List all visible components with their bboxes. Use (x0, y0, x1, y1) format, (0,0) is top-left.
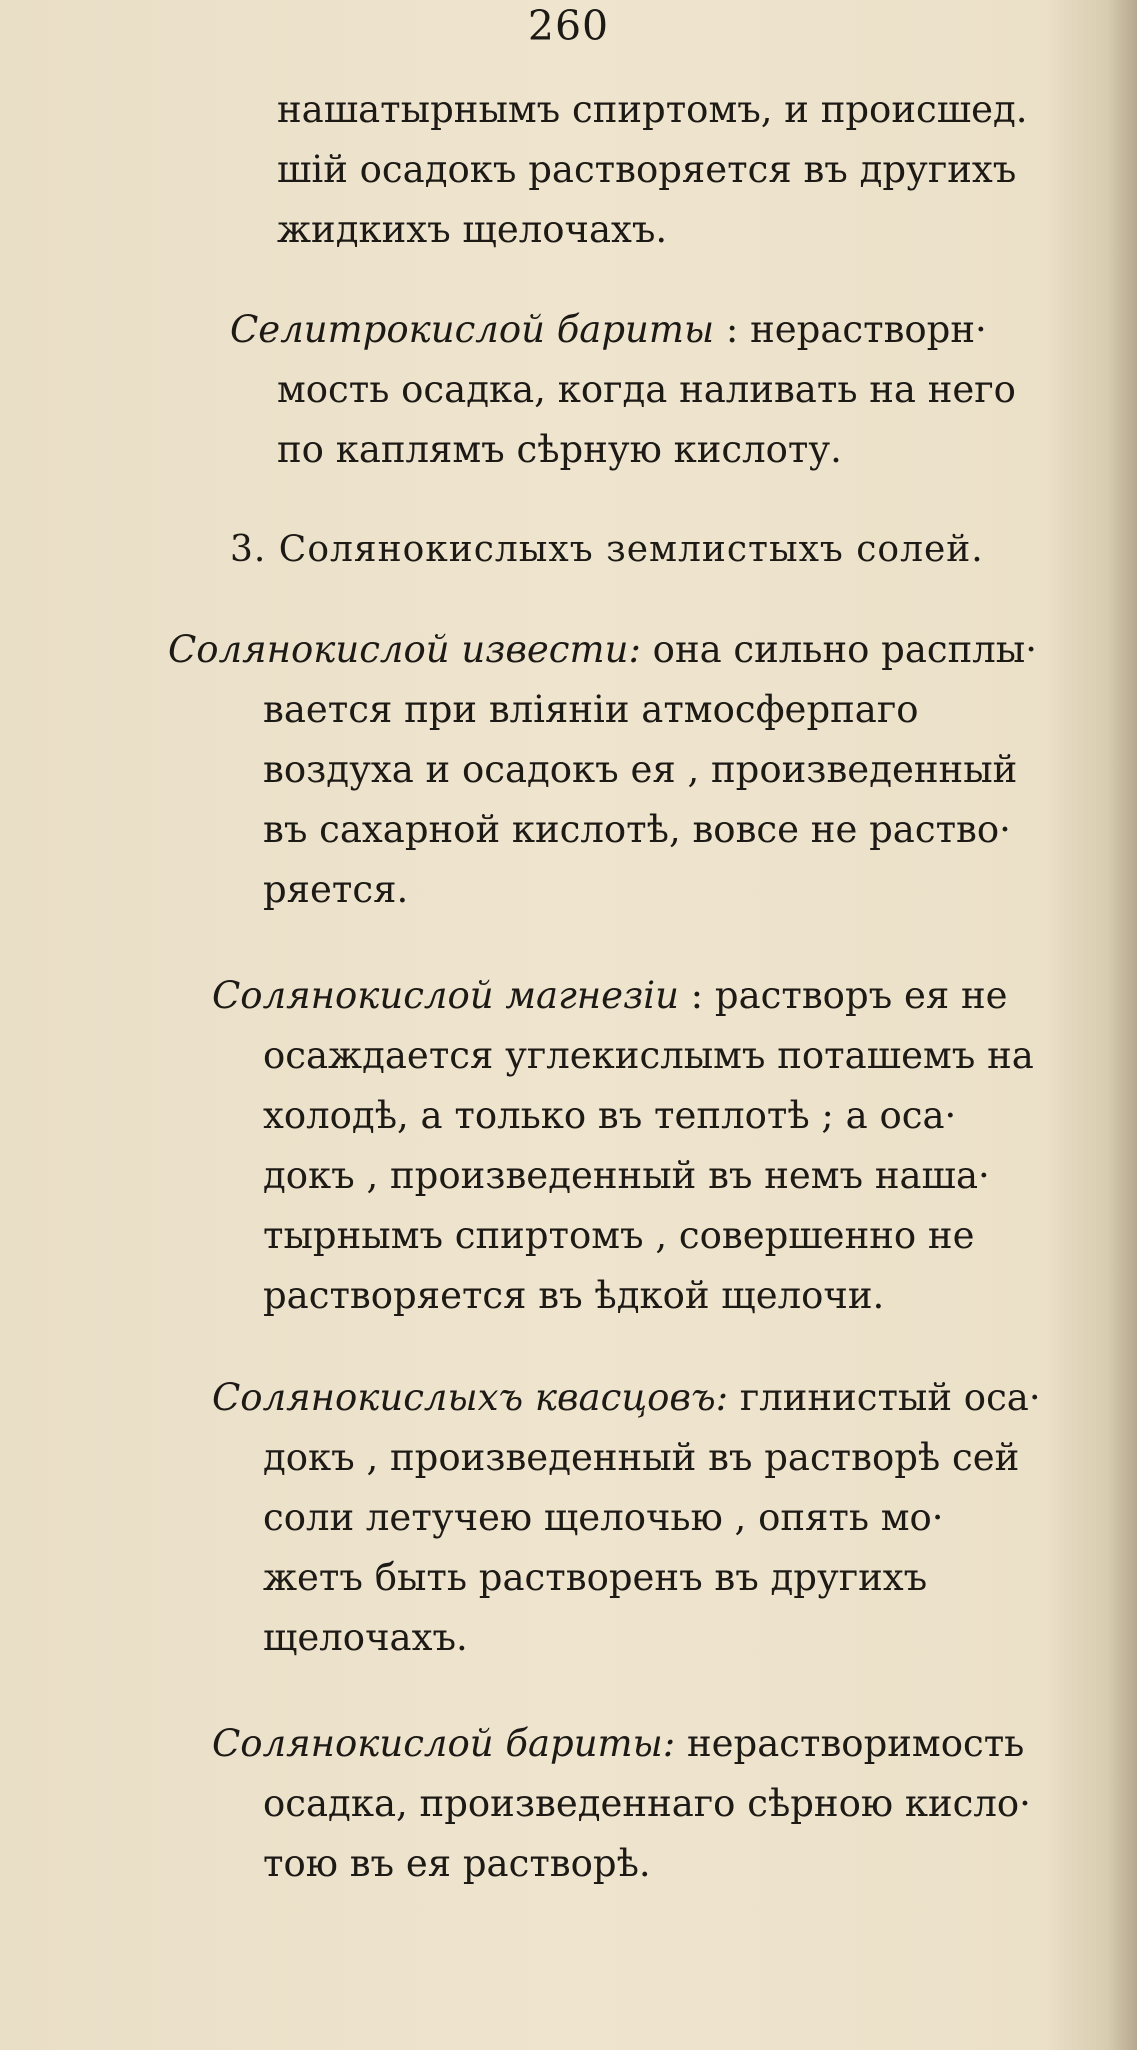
paragraph-text: : нерастворн· (714, 308, 987, 351)
section-heading: 3. Солянокислыхъ землистыхъ солей. (230, 529, 984, 570)
text-line: воздуха и осадокъ ея , произведенный (263, 748, 1018, 791)
paragraph-first-line (230, 302, 987, 358)
text-line: въ сахарной кислотѣ, вовсе не раство· (263, 808, 1011, 851)
paragraph-first-line (212, 1716, 1024, 1772)
text-line: шій осадокъ растворяется въ другихъ (277, 148, 1017, 191)
page-edge-shadow (1107, 0, 1137, 2050)
text-line: холодѣ, а только въ теплотѣ ; а оса· (263, 1094, 957, 1137)
page-number: 260 (527, 2, 610, 50)
term-label: Солянокислыхъ квасцовъ: (212, 1376, 729, 1419)
paragraph-text: нерастворимость (675, 1722, 1025, 1765)
text-line: щелочахъ. (263, 1616, 468, 1659)
text-line: тырнымъ спиртомъ , совершенно не (263, 1214, 975, 1257)
text-line: мость осадка, когда наливать на него (277, 368, 1016, 411)
paragraph-first-line (168, 622, 1037, 678)
text-line: осадка, произведеннаго сѣрною кисло· (263, 1782, 1031, 1825)
text-line: растворяется въ ѣдкой щелочи. (263, 1274, 885, 1317)
text-line: вается при вліяніи атмосферпаго (263, 688, 919, 731)
text-line: докъ , произведенный въ растворѣ сей (263, 1436, 1020, 1479)
text-line: докъ , произведенный въ немъ наша· (263, 1154, 990, 1197)
term-label: Солянокислой магнезіи (212, 974, 679, 1017)
paragraph-first-line (212, 968, 1008, 1024)
text-line: жетъ быть растворенъ въ другихъ (263, 1556, 928, 1599)
text-line: осаждается углекислымъ поташемъ на (263, 1034, 1034, 1077)
text-line: жидкихъ щелочахъ. (277, 208, 668, 251)
paragraph-first-line (212, 1370, 1041, 1426)
term-label: Солянокислой извести: (168, 628, 641, 671)
term-label: Селитрокислой бариты (230, 308, 715, 351)
paragraph-text: она сильно расплы· (640, 628, 1037, 671)
text-line: ряется. (263, 868, 409, 911)
text-line: по каплямъ сѣрную кислоту. (277, 428, 842, 471)
text-line: нашатырнымъ спиртомъ, и происшед. (277, 88, 1028, 131)
text-line: соли летучею щелочью , опять мо· (263, 1496, 944, 1539)
paragraph-text: : растворъ ея не (678, 974, 1008, 1017)
paragraph-text: глинистый оса· (728, 1376, 1041, 1419)
term-label: Солянокислой бариты: (212, 1722, 676, 1765)
text-line: тою въ ея растворѣ. (263, 1842, 651, 1885)
